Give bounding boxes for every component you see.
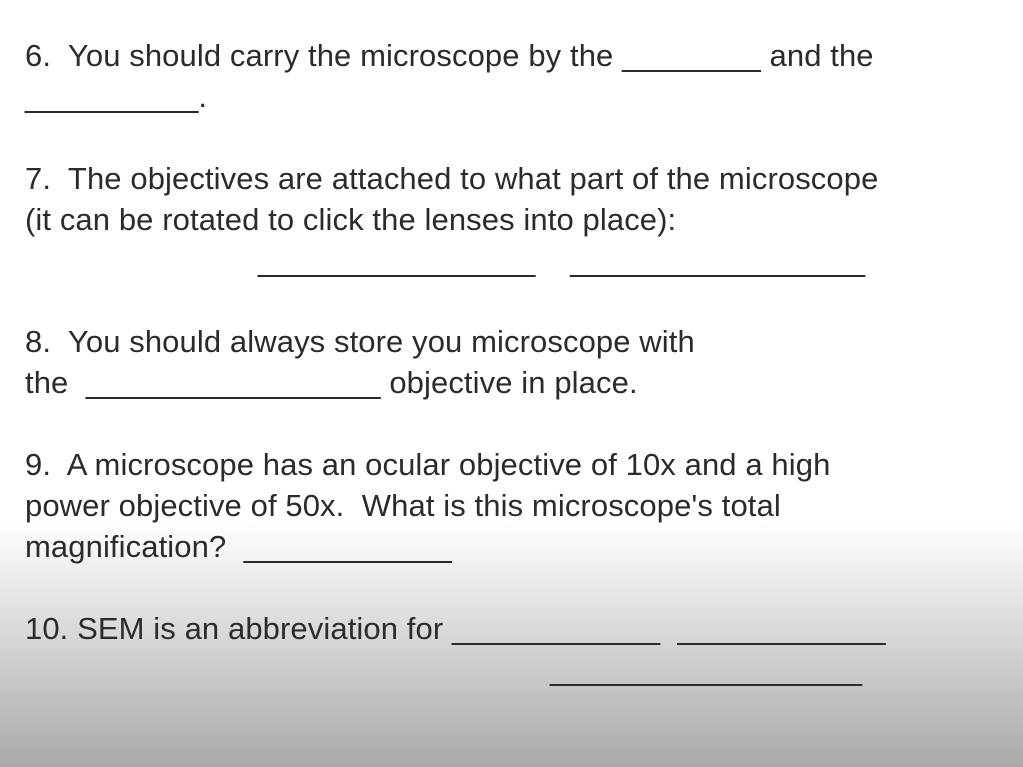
question-8-line-1: 8. You should always store you microscope with [25, 324, 695, 359]
question-9-line-3: magnification? ____________ [25, 529, 452, 564]
question-6-line-2: __________. [25, 79, 208, 114]
question-7-line-1: 7. The objectives are attached to what part of the microscope [25, 161, 879, 196]
question-6-line-1: 6. You should carry the microscope by the ________ and the [25, 38, 874, 73]
question-9-line-1: 9. A microscope has an ocular objective of 10x and a high [25, 447, 831, 482]
question-9-line-2: power objective of 50x. What is this microscope's total [25, 488, 781, 523]
question-10-line-1: 10. SEM is an abbreviation for ____________ ____________ [25, 611, 886, 646]
question-7-line-2: (it can be rotated to click the lenses into place): [25, 202, 677, 237]
question-10-answer-blank: __________________ [550, 652, 863, 687]
question-7-answer-blanks: ________________ _________________ [258, 243, 866, 278]
question-8-line-2: the _________________ objective in place. [25, 365, 638, 400]
